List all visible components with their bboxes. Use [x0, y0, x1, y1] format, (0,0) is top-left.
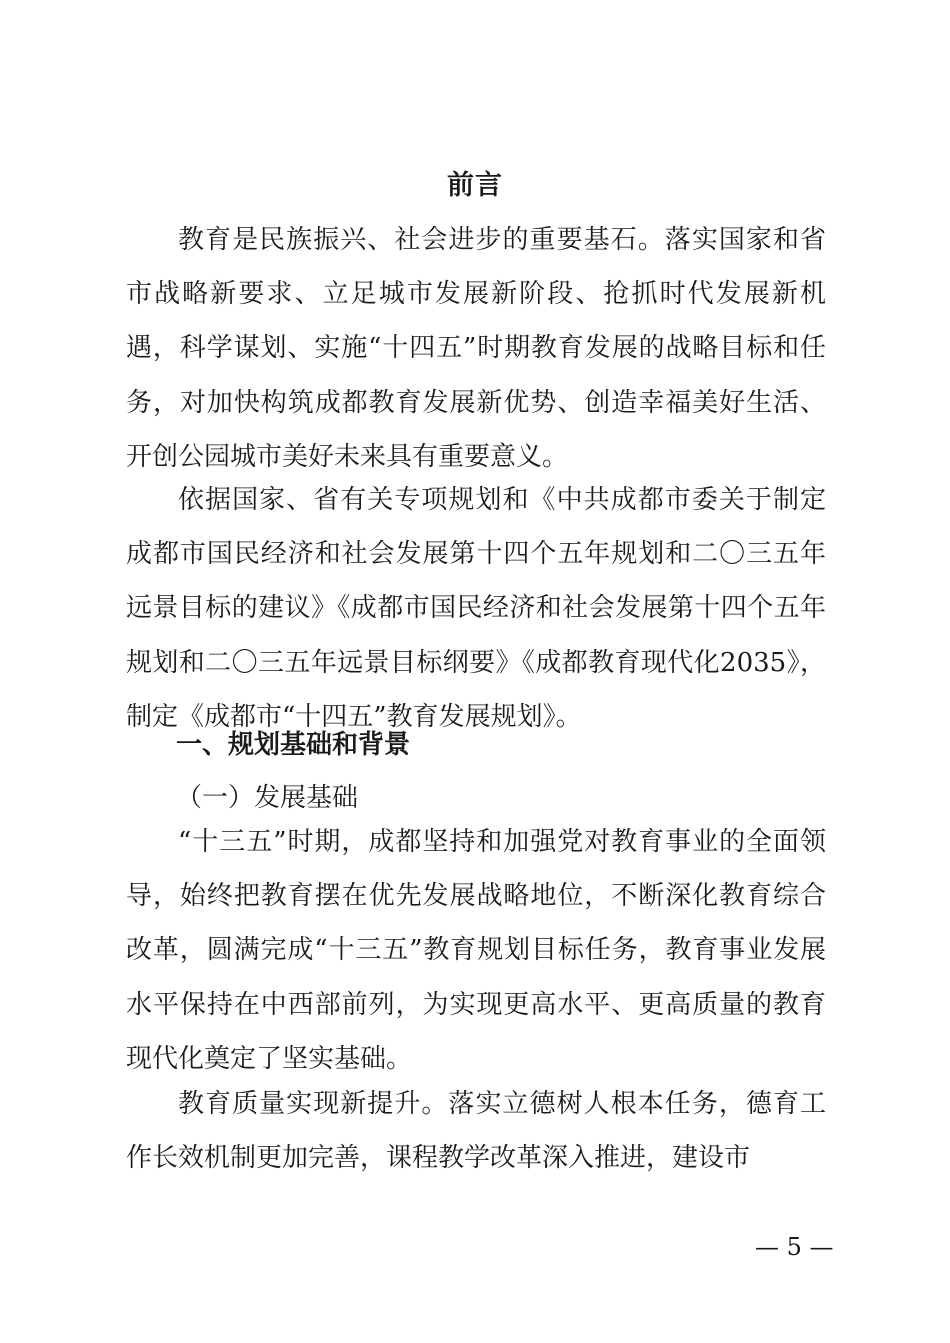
page-number: — 5 —: [755, 1233, 834, 1261]
basis-paragraph: 依据国家、省有关专项规划和《中共成都市委关于制定成都市国民经济和社会发展第十四个五年规划和二〇三五年远景目标的建议》《成都市国民经济和社会发展第十四个五年规划和二〇三五年远景目标纲要》《成都教育现代化2035》，制定《成都市“十四五”教育发展规划》。: [126, 485, 826, 732]
page-title: 前言: [447, 170, 503, 201]
intro-paragraph: 教育是民族振兴、社会进步的重要基石。落实国家和省市战略新要求、立足城市发展新阶段、抢抓时代发展新机遇，科学谋划、实施“十四五”时期教育发展的战略目标和任务，对加快构筑成都教育发展新优势、创造幸福美好生活、开创公园城市美好未来具有重要意义。: [126, 225, 826, 472]
quality-paragraph: 教育质量实现新提升。落实立德树人根本任务，德育工作长效机制更加完善，课程教学改革深入推进，建设市: [126, 1089, 826, 1174]
subsection-heading: （一）发展基础: [176, 783, 359, 813]
section-heading: 一、规划基础和背景: [176, 730, 411, 760]
foundation-paragraph: “十三五”时期，成都坚持和加强党对教育事业的全面领导，始终把教育摆在优先发展战略地位，不断深化教育综合改革，圆满完成“十三五”教育规划目标任务，教育事业发展水平保持在中西部前列，为实现更高水平、更高质量的教育现代化奠定了坚实基础。: [126, 827, 826, 1074]
